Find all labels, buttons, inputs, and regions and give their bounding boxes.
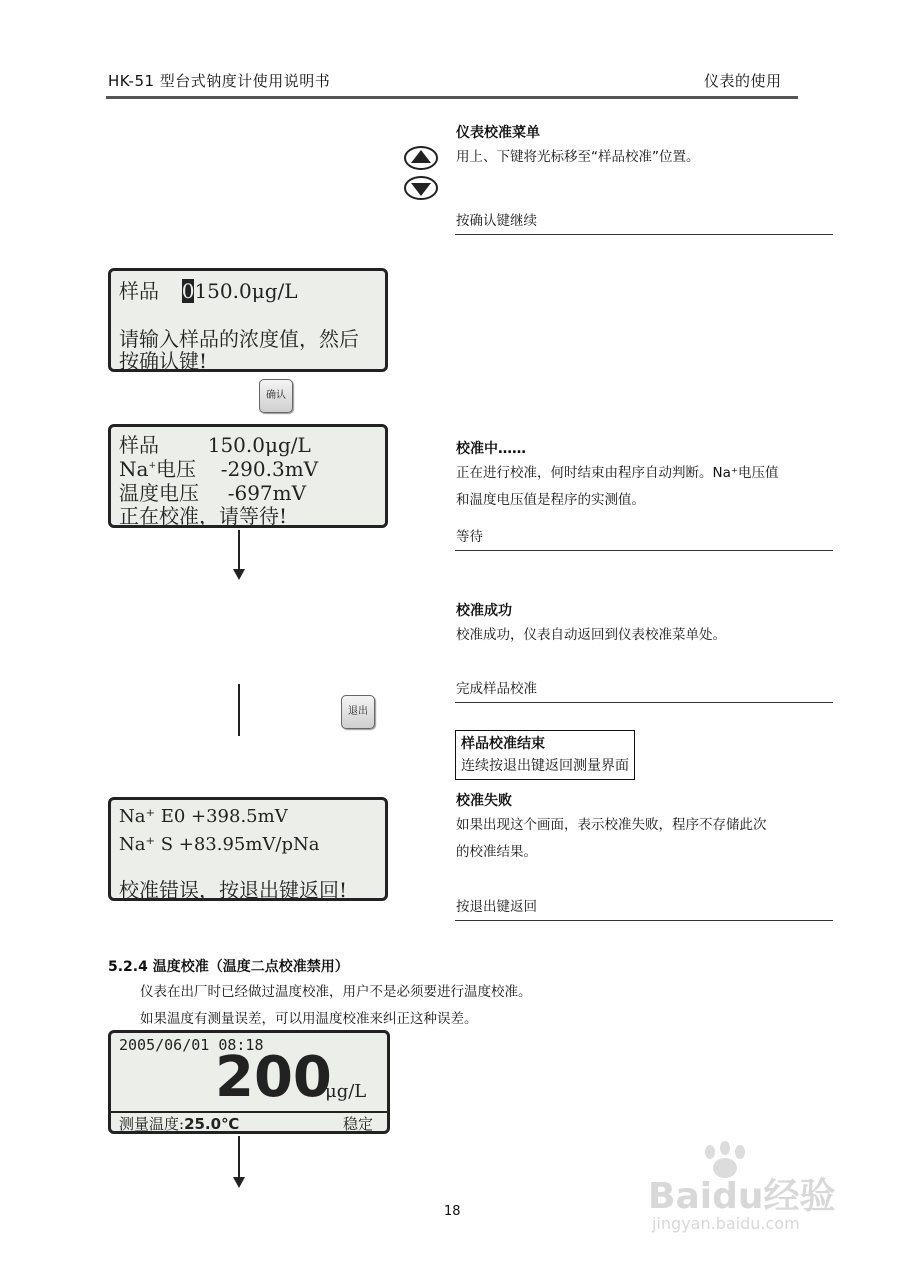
- lcd-sample-input: [108, 268, 388, 372]
- section-para-2: 如果温度有测量误差，可以用温度校准来纠正这种误差。: [140, 1011, 478, 1027]
- lcd-cursor: 0: [181, 279, 195, 303]
- confirm-key-icon: 确认: [259, 379, 293, 413]
- fail-step-body-2: 的校准结果。: [456, 844, 537, 860]
- flow-arrow-icon: [233, 566, 245, 585]
- lcd-temp-voltage-label: 温度电压: [119, 481, 199, 505]
- success-step-note: 完成样品校准: [456, 681, 537, 697]
- watermark-brand: Baidu经验: [648, 1176, 836, 1217]
- success-step-title: 校准成功: [456, 603, 512, 619]
- exit-key-icon: 退出: [341, 695, 375, 729]
- lcd-error-slope: Na⁺ S +83.95mV/pNa: [119, 834, 320, 855]
- fail-step-body-1: 如果出现这个画面，表示校准失败，程序不存储此次: [456, 817, 767, 833]
- fail-step-rule: [455, 920, 833, 921]
- lcd-calibrating: [108, 424, 388, 528]
- calibrating-step-body-1: 正在进行校准，何时结束由程序自动判断。Na⁺电压值: [456, 465, 779, 481]
- header-divider: [106, 96, 798, 99]
- calibrating-step-rule: [455, 550, 833, 551]
- down-arrow-key-icon: [404, 176, 438, 204]
- end-box-title: 样品校准结束: [461, 736, 545, 752]
- menu-step-rule: [455, 234, 833, 235]
- lcd-cal-sample-value: 150.0μg/L: [207, 433, 311, 457]
- lcd-cal-sample-label: 样品: [119, 433, 159, 457]
- lcd-measured-value: 200: [215, 1045, 332, 1110]
- menu-step-body: 用上、下键将光标移至“样品校准”位置。: [456, 149, 700, 165]
- lcd-status: 稳定: [343, 1115, 374, 1133]
- flow-line-3: [238, 1136, 240, 1178]
- lcd-na-sup: +: [148, 461, 156, 471]
- lcd-sample-value: 150.0μg/L: [194, 279, 298, 303]
- lcd-error-message: 校准错误，按退出键返回!: [119, 878, 348, 902]
- flow-line-2: [238, 684, 240, 736]
- flow-arrow-icon-2: [233, 1174, 245, 1193]
- lcd-input-prompt: 请输入样品的浓度值，然后: [119, 327, 359, 351]
- lcd-calibrating-message: 正在校准，请等待!: [119, 504, 288, 528]
- lcd-input-prompt-2: 按确认键!: [119, 349, 208, 373]
- success-step-body: 校准成功，仪表自动返回到仪表校准菜单处。: [456, 627, 726, 643]
- lcd-na-voltage-label: 电压: [155, 457, 196, 481]
- lcd-temp-label: 测量温度:: [119, 1115, 185, 1133]
- lcd-na-prefix: Na: [119, 457, 149, 481]
- calibrating-step-body-2: 和温度电压值是程序的实测值。: [456, 492, 645, 508]
- watermark-url: jingyan.baidu.com: [652, 1214, 800, 1233]
- chapter-title: 仪表的使用: [704, 72, 782, 90]
- flow-line: [238, 530, 240, 570]
- menu-step-title: 仪表校准菜单: [456, 125, 540, 141]
- lcd-measurement-screen: [108, 1030, 390, 1134]
- success-step-rule: [455, 702, 833, 703]
- lcd-unit: μg/L: [325, 1081, 367, 1102]
- lcd-temp-value: 25.0℃: [184, 1115, 240, 1133]
- section-heading: 5.2.4 温度校准（温度二点校准禁用）: [108, 959, 349, 975]
- lcd-calibration-error: [108, 797, 388, 901]
- end-box-body: 连续按退出键返回测量界面: [461, 758, 629, 774]
- lcd-datetime: 2005/06/01 08:18: [119, 1036, 264, 1054]
- fail-step-title: 校准失败: [456, 793, 512, 809]
- lcd-sample-label: 样品: [119, 279, 159, 303]
- calibrating-step-note: 等待: [456, 529, 483, 545]
- lcd-error-e0: Na⁺ E0 +398.5mV: [119, 806, 288, 827]
- lcd-na-voltage-value: -290.3mV: [220, 457, 319, 481]
- sample-calibration-end-box: [455, 730, 635, 780]
- up-arrow-key-icon: [404, 146, 438, 174]
- page-number: 18: [444, 1204, 461, 1219]
- fail-step-note: 按退出键返回: [456, 899, 537, 915]
- menu-step-note: 按确认键继续: [456, 213, 537, 229]
- calibrating-step-title: 校准中……: [456, 441, 526, 457]
- document-header-title: HK-51 型台式钠度计使用说明书: [108, 72, 331, 90]
- section-para-1: 仪表在出厂时已经做过温度校准，用户不是必须要进行温度校准。: [140, 984, 532, 1000]
- lcd-temp-voltage-value: -697mV: [227, 481, 307, 505]
